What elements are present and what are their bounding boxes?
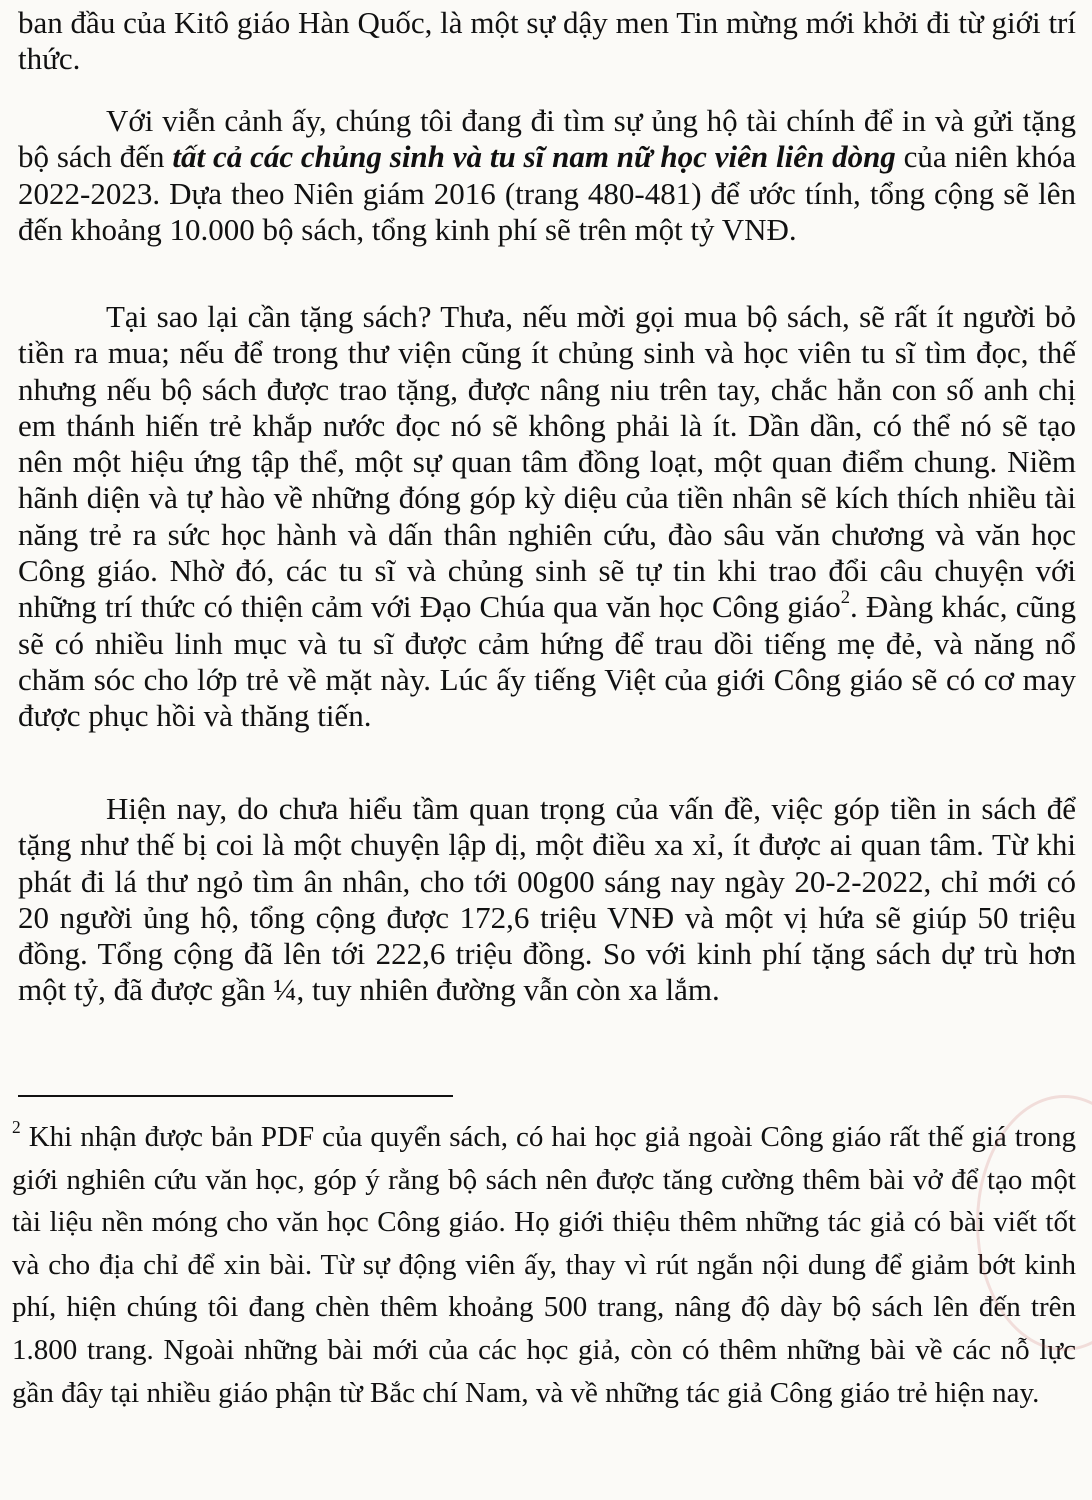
paragraph-2-text-start: Với viễn cảnh ấy, chúng tôi đang đi tìm sự ủng hộ tài chính để in và gửi tặng bộ sách đến (18, 103, 1076, 175)
paragraph-2 (18, 103, 1076, 248)
footnote-text: Khi nhận được bản PDF của quyển sách, có hai học giả ngoài Công giáo rất thế giá trong giới nghiên cứu văn học, góp ý rằng bộ sách nên được tăng cường thêm bài vở để tạo một tài liệu nền móng cho văn học Công giáo. Họ giới thiệu thêm những tác giả có bài viết tốt và cho địa chỉ để xin bài. Từ sự động viên ấy, thay vì rút ngắn nội dung để giảm bớt kinh phí, hiện chúng tôi đang chèn thêm khoảng 500 trang, nâng độ dày bộ sách lên đến trên 1.800 trang. Ngoài những bài mới của các học giả, còn có thêm những bài về các nỗ lực gần đây tại nhiều giáo phận từ Bắc chí Nam, và về những tác giả Công giáo trẻ hiện nay. (12, 1121, 1076, 1409)
paragraph-3 (18, 299, 1076, 735)
footnote-separator (18, 1095, 453, 1097)
footnote-marker: 2 (12, 1116, 21, 1137)
footnote (12, 1116, 1076, 1414)
paragraph-3-text-end: . Đàng khác, cũng sẽ có nhiều linh mục và tu sĩ được cảm hứng để trau dồi tiếng mẹ đẻ, và năng nổ chăm sóc cho lớp trẻ về mặt này. Lúc ấy tiếng Việt của giới Công giáo sẽ có cơ may được phục hồi và thăng tiến. (18, 589, 1076, 734)
footnote-reference: 2 (840, 587, 850, 609)
paragraph-2-text-end: của niên khóa 2022-2023. Dựa theo Niên giám 2016 (trang 480-481) để ước tính, tổng cộng sẽ lên đến khoảng 10.000 bộ sách, tổng kinh phí sẽ trên một tỷ VNĐ. (18, 139, 1076, 247)
paragraph-4: Hiện nay, do chưa hiểu tầm quan trọng của vấn đề, việc góp tiền in sách để tặng như thế bị coi là một chuyện lập dị, một điều xa xỉ, ít được ai quan tâm. Từ khi phát đi lá thư ngỏ tìm ân nhân, cho tới 00g00 sáng nay ngày 20-2-2022, chỉ mới có 20 người ủng hộ, tổng cộng được 172,6 triệu VNĐ và một vị hứa sẽ giúp 50 triệu đồng. Tổng cộng đã lên tới 222,6 triệu đồng. So với kinh phí tặng sách dự trù hơn một tỷ, đã được gần ¼, tuy nhiên đường vẫn còn xa lắm. (18, 791, 1076, 1008)
paragraph-1: ban đầu của Kitô giáo Hàn Quốc, là một sự dậy men Tin mừng mới khởi đi từ giới trí thức. (18, 5, 1076, 77)
paragraph-3-text-start: Tại sao lại cần tặng sách? Thưa, nếu mời gọi mua bộ sách, sẽ rất ít người bỏ tiền ra mua; nếu để trong thư viện cũng ít chủng sinh và học viên tu sĩ tìm đọc, thế nhưng nếu bộ sách được trao tặng, được nâng niu trên tay, chắc hẳn con số anh chị em thánh hiến trẻ khắp nước đọc nó sẽ không phải là ít. Dần dần, có thể nó sẽ tạo nên một hiệu ứng tập thể, một sự quan tâm đồng loạt, một quan điểm chung. Niềm hãnh diện và tự hào về những đóng góp kỳ diệu của tiền nhân sẽ kích thích nhiều tài năng trẻ ra sức học hành và dấn thân nghiên cứu, đào sâu văn chương và văn học Công giáo. Nhờ đó, các tu sĩ và chủng sinh sẽ tự tin khi trao đổi câu chuyện với những trí thức có thiện cảm với Đạo Chúa qua văn học Công giáo (18, 299, 1076, 625)
paragraph-2-emphasis: tất cả các chủng sinh và tu sĩ nam nữ học viên liên dòng (172, 139, 896, 175)
